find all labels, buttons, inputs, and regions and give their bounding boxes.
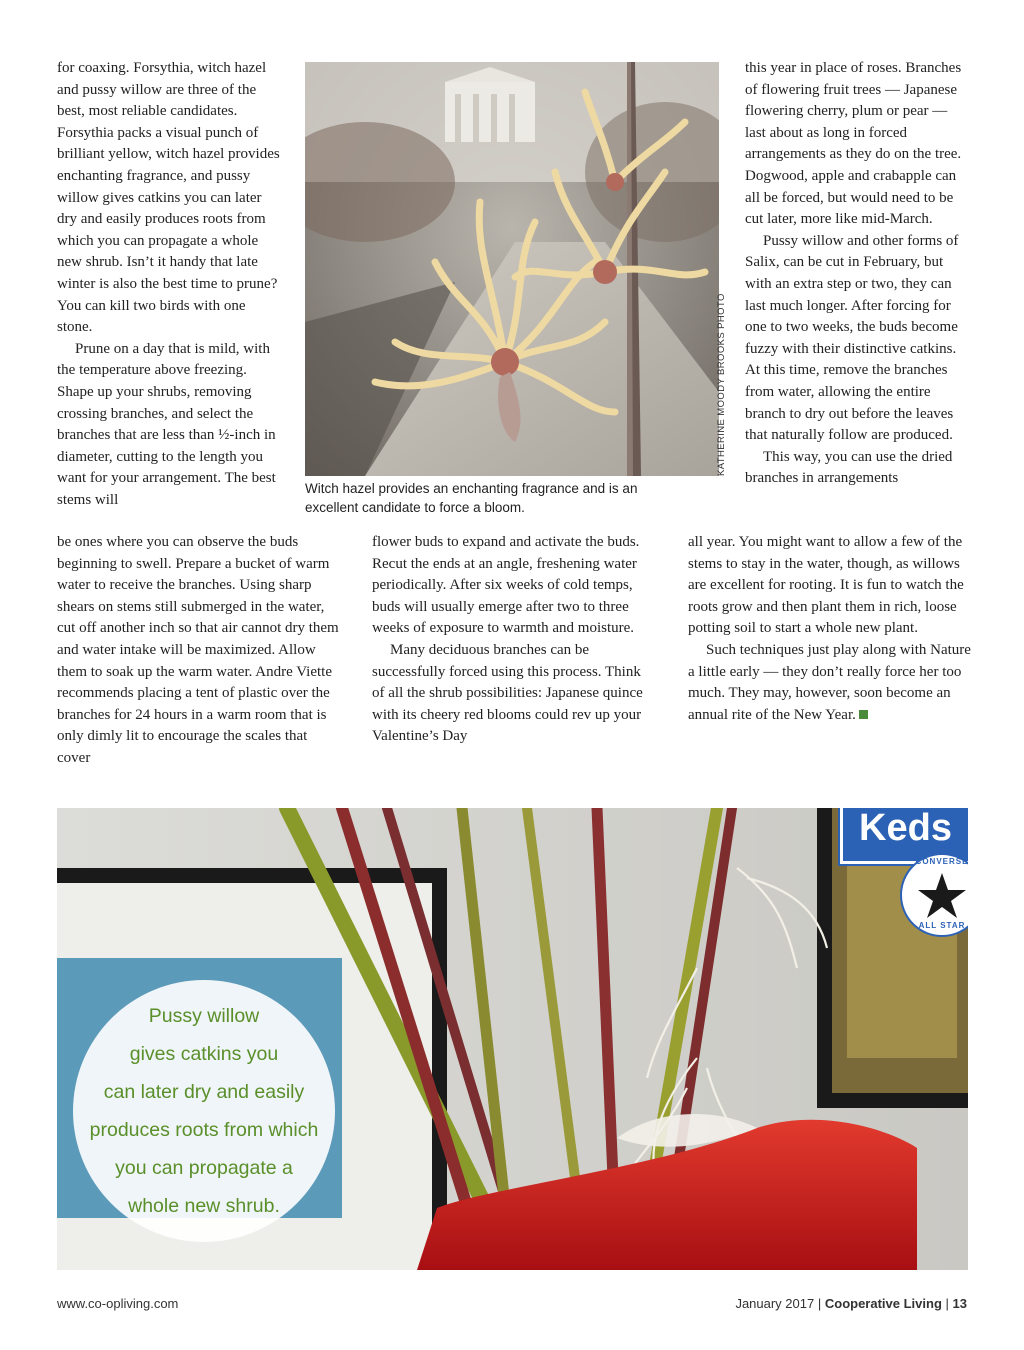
badge-top-text: CONVERSE bbox=[915, 857, 968, 866]
body-paragraph: be ones where you can observe the buds beginning to swell. Prepare a bucket of warm water to receive the branches. Using sharp shears on stems still submerged in the water, cut off another inch so that air cannot dry them and water intake will be maximized. Allow them to soak up the warm water. Andre Viette recommends placing a tent of plastic over the branches for 24 hours in a warm room that is only dimly lit to encourage the scales that cover bbox=[57, 534, 339, 766]
column-3-top bbox=[745, 58, 971, 490]
witch-hazel-photo bbox=[305, 62, 719, 476]
column-3-bottom bbox=[688, 532, 972, 726]
footer-folio bbox=[735, 1296, 967, 1311]
body-paragraph: Pussy willow and other forms of Salix, can be cut in February, but with an extra step or two, they can last much longer. After forcing for one to two weeks, the buds become fuzzy with their distinctive catkins. At this time, remove the branches from water, allowing the entire branch to dry out before the leaves that naturally follow are produced. bbox=[745, 232, 959, 444]
photo-credit: KATHERINE MOODY BROOKS PHOTO bbox=[716, 293, 727, 476]
column-2 bbox=[372, 532, 656, 748]
photo-caption: Witch hazel provides an enchanting fragrance and is an excellent candidate to force a bloom. bbox=[305, 481, 638, 515]
body-paragraph: flower buds to expand and activate the buds. Recut the ends at an angle, freshening water periodically. After six weeks of cold temps, buds will usually emerge after two to three weeks of exposure to warmth and moisture. bbox=[372, 534, 640, 637]
footer-publication: Cooperative Living bbox=[824, 1296, 942, 1311]
converse-all-star-badge bbox=[900, 853, 968, 937]
witch-hazel-illustration bbox=[305, 62, 719, 476]
body-paragraph bbox=[688, 640, 972, 726]
body-paragraph: for coaxing. Forsythia, witch hazel and pussy willow are three of the best, most reliable candidates. Forsythia packs a visual punch of brilliant yellow, witch hazel provides enchanting fragrance, and pussy willow gives catkins you can later dry and easily produces roots from which you can propagate a whole new shrub. Isn’t it handy that late winter is also the best time to prune? You can kill two birds with one stone. bbox=[57, 60, 280, 336]
pull-quote bbox=[73, 980, 335, 1242]
body-paragraph: this year in place of roses. Branches of flowering fruit trees — Japanese flowering cherry, plum or pear — last about as long in forced arrangements as they do on the tree. Dogwood, apple and crabapple can all be forced, but would need to be cut later, more like mid-March. bbox=[745, 60, 962, 228]
page-number: 13 bbox=[952, 1296, 967, 1311]
keds-logo: Keds bbox=[840, 808, 968, 864]
column-1-top bbox=[57, 58, 283, 511]
badge-bottom-text: ALL STAR bbox=[918, 921, 966, 930]
column-1-bottom bbox=[57, 532, 343, 770]
end-mark-icon bbox=[859, 710, 868, 719]
body-paragraph: Prune on a day that is mild, with the temperature above freezing. Shape up your shrubs, removing crossing branches, and select the branches that are less than ½-inch in diameter, cutting to the length you want for your arrangement. The best stems will bbox=[57, 340, 276, 508]
pull-quote-text: Pussy willow gives catkins you can later dry and easily produces roots from which you can propagate a whole new shrub. bbox=[89, 1005, 319, 1217]
footer-separator: | bbox=[817, 1296, 822, 1311]
body-paragraph: Many deciduous branches can be successfully forced using this process. Think of all the shrub possibilities: Japanese quince with its cheery red blooms could rev up your Valentine’s Day bbox=[372, 641, 643, 745]
closing-text: Such techniques just play along with Nature a little early — they don’t really force her too much. They may, however, soon become an annual rite of the New Year. bbox=[688, 641, 971, 723]
footer-website: www.co-opliving.com bbox=[57, 1296, 179, 1311]
footer-date: January 2017 bbox=[735, 1296, 815, 1311]
body-paragraph: all year. You might want to allow a few of the stems to stay in the water, though, as willows are excellent for rooting. It is fun to watch the roots grow and then plant them in rich, loose potting soil to start a whole new plant. bbox=[688, 534, 964, 637]
footer-separator: | bbox=[945, 1296, 949, 1311]
body-paragraph: This way, you can use the dried branches in arrangements bbox=[745, 448, 953, 487]
badge-signature bbox=[902, 891, 968, 913]
